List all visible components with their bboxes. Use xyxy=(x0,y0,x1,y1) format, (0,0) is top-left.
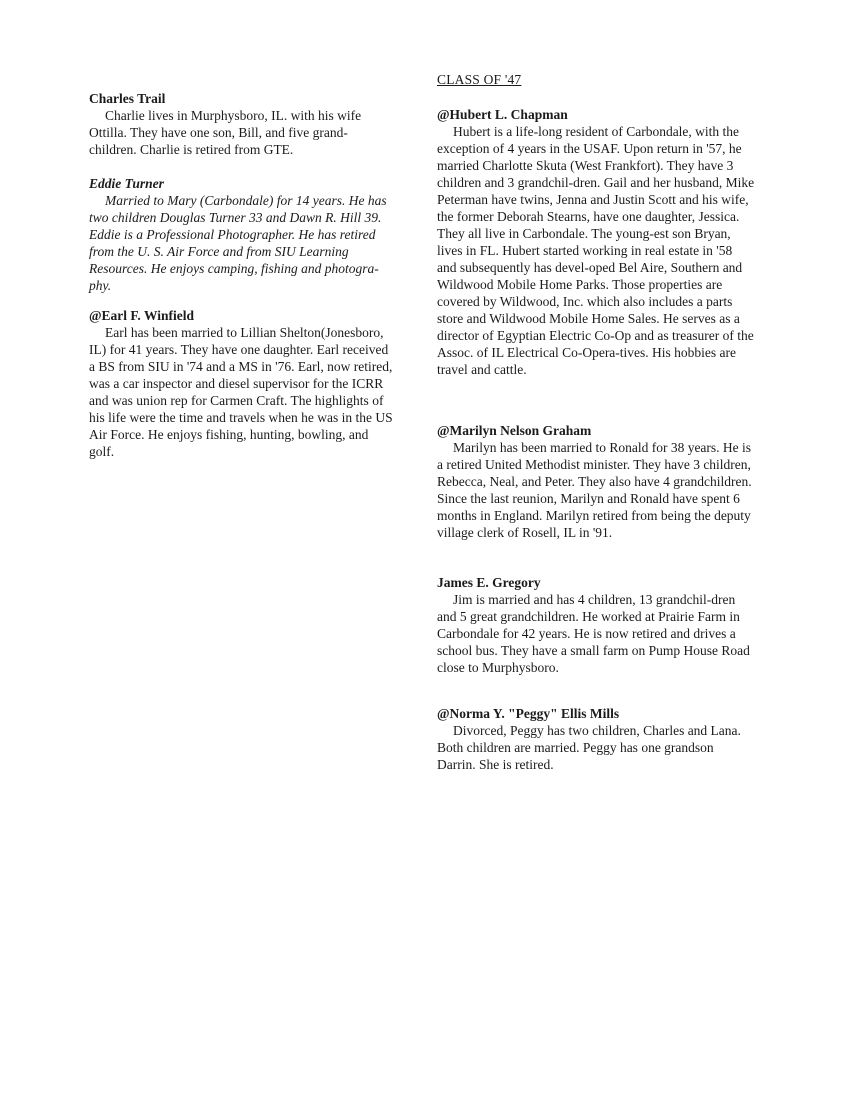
entry-name: @Earl F. Winfield xyxy=(89,308,194,323)
entry-text: Charlie lives in Murphysboro, IL. with his wife Ottilla. They have one son, Bill, and five grand-children. Charlie is retired from GTE. xyxy=(89,108,362,157)
entry-name: Charles Trail xyxy=(89,91,166,106)
entry-text: Earl has been married to Lillian Shelton(Jonesboro, IL) for 41 years. They have one daughter. Earl received a BS from SIU in '74 and a MS in '76. Earl, now retired, was a car inspector and diesel supervisor for the ICRR and was union rep for Carmen Craft. The highlights of his life were the time and travels when he was in the US Air Force. He enjoys fishing, hunting, bowling, and golf. xyxy=(89,325,393,459)
entry-eddie-turner xyxy=(89,175,394,294)
entry-charles-trail xyxy=(89,90,394,158)
entry-norma-mills xyxy=(437,705,755,773)
entry-text: Married to Mary (Carbondale) for 14 years. He has two children Douglas Turner 33 and Dawn R. Hill 39. Eddie is a Professional Photographer. He has retired from the U. S. Air Force and from SIU Learning Resources. He enjoys camping, fishing and photogra-phy. xyxy=(89,193,387,293)
entry-hubert-chapman xyxy=(437,106,755,378)
entry-text: Hubert is a life-long resident of Carbondale, with the exception of 4 years in the USAF. Upon return in '57, he married Charlotte Skuta (West Frankfort). They have 3 children and 3 grandchil-dren. Gail and her husband, Mike Peterman have twins, Jenna and Justin Scott and his wife, the former Deborah Stearns, have one daughter, Jessica. They all live in Carbondale. The young-est son Bryan, lives in FL. Hubert started working in real estate in '58 and subsequently has devel-oped Bel Aire, Southern and Wildwood Mobile Home Parks. Those properties are covered by Wildwood, Inc. which also includes a parts store and Wildwood Mobile Home Sales. He serves as a director of Egyptian Electric Co-Op and as treasurer of the Assoc. of IL Electrical Co-Opera-tives. His hobbies are travel and cattle. xyxy=(437,124,755,377)
entry-name: Eddie Turner xyxy=(89,176,164,191)
entry-earl-winfield xyxy=(89,307,394,460)
entry-name: @Hubert L. Chapman xyxy=(437,107,568,122)
entry-marilyn-graham xyxy=(437,422,755,541)
entry-name: James E. Gregory xyxy=(437,575,541,590)
entry-name: @Norma Y. "Peggy" Ellis Mills xyxy=(437,706,620,721)
entry-name: @Marilyn Nelson Graham xyxy=(437,423,592,438)
class-heading: CLASS OF '47 xyxy=(437,72,522,87)
entry-text: Marilyn has been married to Ronald for 38 years. He is a retired United Methodist minister. They have 3 children, Rebecca, Neal, and Peter. They also have 4 grandchildren. Since the last reunion, Marilyn and Ronald have spent 6 months in England. Marilyn retired from being the deputy village clerk of Rosell, IL in '91. xyxy=(437,440,752,540)
entry-text: Jim is married and has 4 children, 13 grandchil-dren and 5 great grandchildren. He worked at Prairie Farm in Carbondale for 42 years. He is now retired and drives a school bus. They have a small farm on Pump House Road close to Murphysboro. xyxy=(437,592,750,675)
entry-text: Divorced, Peggy has two children, Charles and Lana. Both children are married. Peggy has one grandson Darrin. She is retired. xyxy=(437,723,741,772)
entry-james-gregory xyxy=(437,574,755,676)
